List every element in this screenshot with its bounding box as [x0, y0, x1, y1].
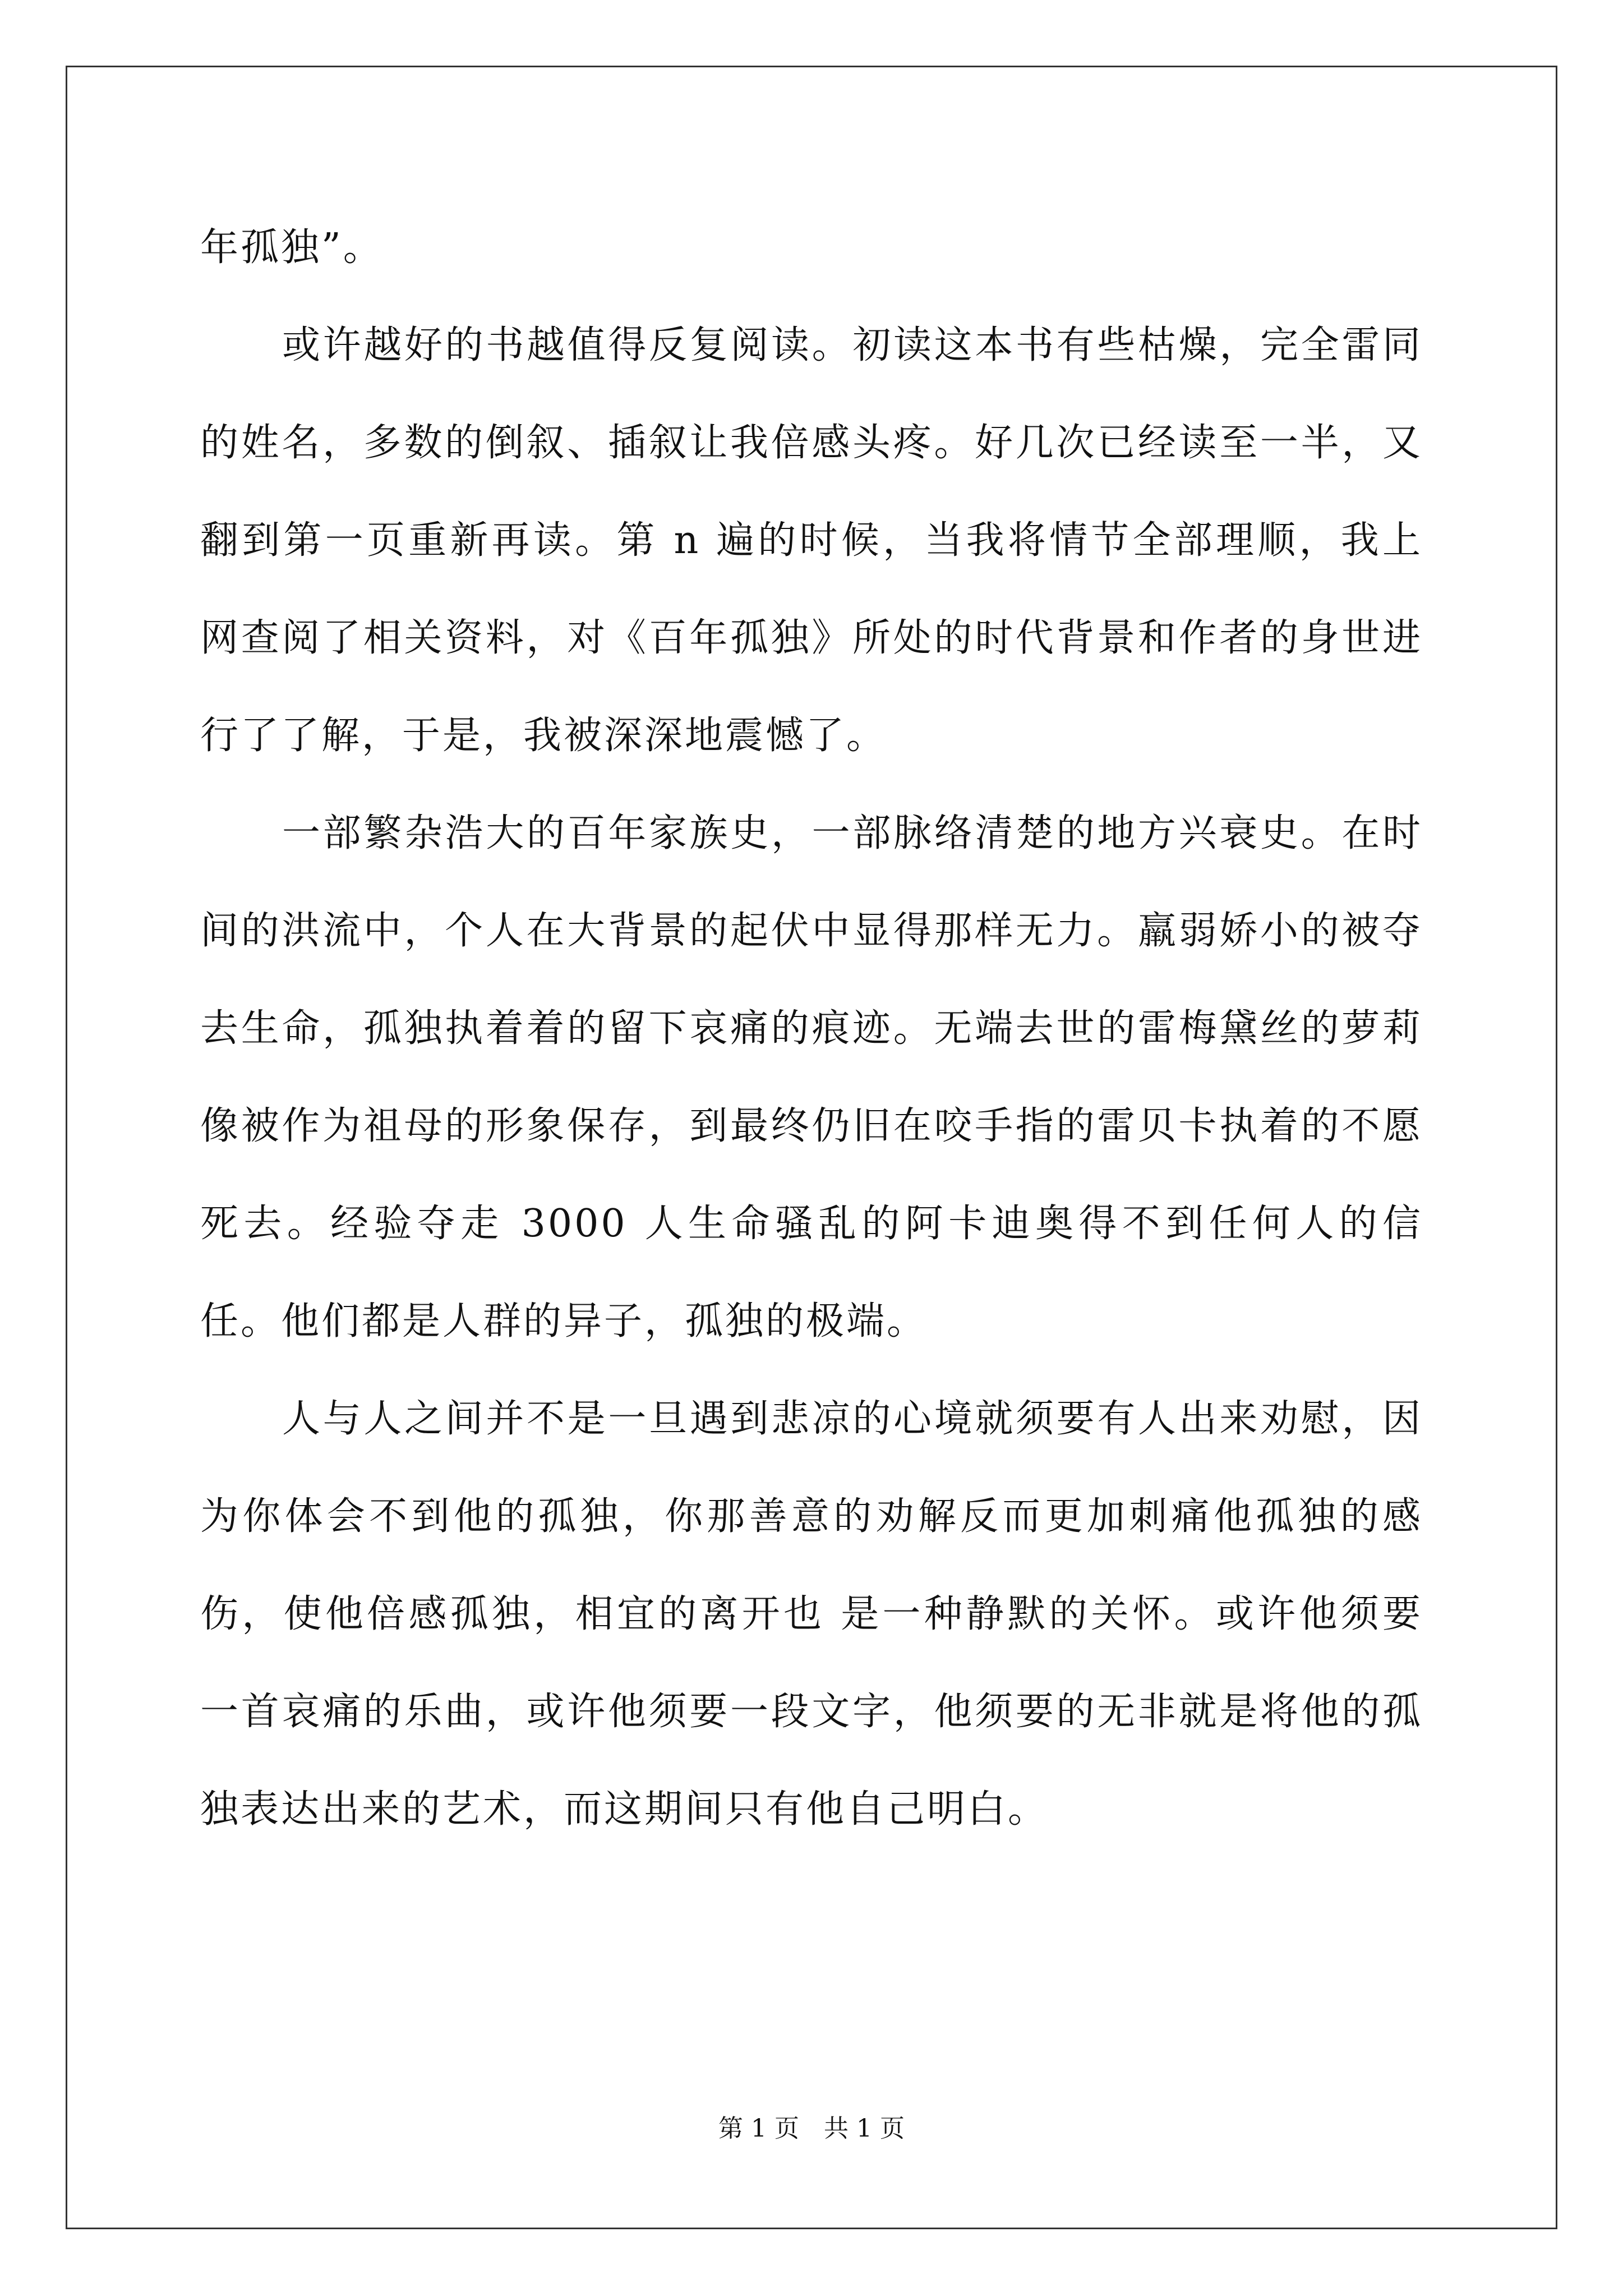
paragraph-continuation: 年孤独”。 — [200, 226, 384, 270]
page-footer — [0, 2112, 1623, 2146]
page-number-label: 第 1 页 共 1 页 — [718, 2114, 905, 2143]
paragraph-rereading: 或许越好的书越值得反复阅读。初读这本书有些枯燥，完全雷同的姓名，多数的倒叙、插叙让我倍感头疼。好几次已经读至一半，又翻到第一页重新再读。第 n 遍的时候，当我将情节全部理顺，我上网查阅了相关资料，对《百年孤独》所处的时代背景和作者的身世进行了了解，于是，我被深深地震憾了。 — [200, 323, 1423, 758]
paragraph-family-history: 一部繁杂浩大的百年家族史，一部脉络清楚的地方兴衰史。在时间的洪流中，个人在大背景的起伏中显得那样无力。羸弱娇小的被夺去生命，孤独执着着的留下哀痛的痕迹。无端去世的雷梅黛丝的萝莉像被作为祖母的形象保存，到最终仍旧在咬手指的雷贝卡执着的不愿死去。经验夺走 3000 人生命骚乱的阿卡迪奥得不到任何人的信任。他们都是人群的异子，孤独的极端。 — [200, 811, 1423, 1343]
document-body — [200, 199, 1423, 1858]
paragraph-loneliness: 人与人之间并不是一旦遇到悲凉的心境就须要有人出来劝慰，因为你体会不到他的孤独，你那善意的劝解反而更加刺痛他孤独的感伤，使他倍感孤独，相宜的离开也 是一种静默的关怀。或许他须要一首哀痛的乐曲，或许他须要一段文字，他须要的无非就是将他的孤独表达出来的艺术，而这期间只有他自己明白。 — [200, 1397, 1423, 1832]
